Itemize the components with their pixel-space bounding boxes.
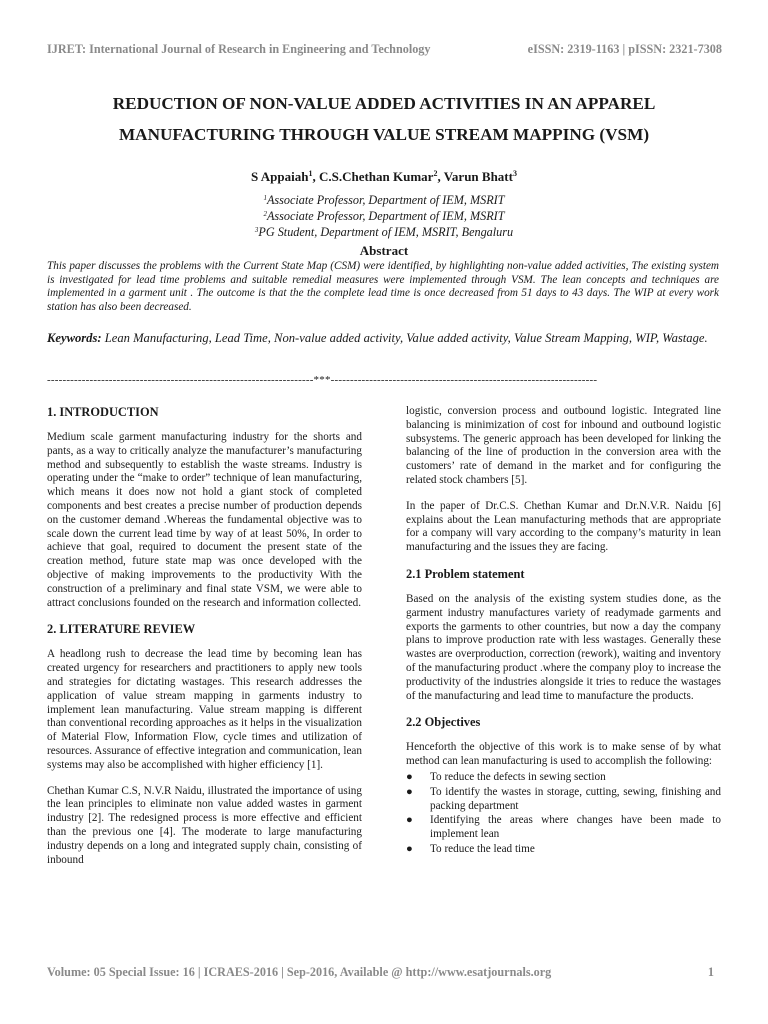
list-item xyxy=(406,814,721,842)
journal-header xyxy=(47,42,722,62)
objectives-intro-paragraph: Henceforth the objective of this work is to make sense of by what method can lean manufacturing is used to accomplish the following: xyxy=(406,741,721,768)
affiliation-text: Associate Professor, Department of IEM, MSRIT xyxy=(266,193,505,207)
bullet-icon: ● xyxy=(406,785,413,798)
objective-text: To reduce the lead time xyxy=(430,842,535,855)
affiliation-3 xyxy=(0,225,768,240)
list-item xyxy=(406,786,721,814)
affiliation-2 xyxy=(0,209,768,224)
keywords-label: Keywords: xyxy=(47,331,102,345)
author-separator: , xyxy=(312,169,319,184)
keywords-text: Lean Manufacturing, Lead Time, Non-value added activity, Value added activity, Value Stream Mapping, WIP, Wastage. xyxy=(101,331,708,345)
affiliation-mark: 1 xyxy=(263,194,267,202)
footer-citation: Volume: 05 Special Issue: 16 | ICRAES-2016 | Sep-2016, Available @ http://www.esatjournals.org xyxy=(47,965,552,979)
author-name: Varun Bhatt xyxy=(443,169,513,184)
left-column xyxy=(47,405,362,879)
section-separator: ---------------------------------------------------------------------***--------------------------------------------------------------------- xyxy=(47,374,598,386)
section-heading-objectives: 2.2 Objectives xyxy=(406,715,481,730)
objective-text: To reduce the defects in sewing section xyxy=(430,770,606,783)
keywords xyxy=(47,328,719,348)
objective-text: To identify the wastes in storage, cutting, sewing, finishing and packing department xyxy=(430,785,721,812)
journal-name: IJRET: International Journal of Research in Engineering and Technology xyxy=(47,42,431,56)
section-heading-problem-statement: 2.1 Problem statement xyxy=(406,566,525,581)
author-name: C.S.Chethan Kumar xyxy=(318,169,434,184)
title-line-2: MANUFACTURING THROUGH VALUE STREAM MAPPING (VSM) xyxy=(118,125,650,144)
introduction-paragraph: Medium scale garment manufacturing industry for the shorts and pants, as a way to critically analyze the manufacturer’s manufacturing method and subsequently to establish the waste streams. Industry is operating under the “make to order” technique of lean manufacturing, which means it does now not hold a giant stock of completed components and best creates a precise number of production depends on the customer demand .Whereas the fundamental objective was to scale down the current lead time by way of at least 50%, In order to achieve that goal, required to document the present state of the creation method, future state map was once developed with the objective of making improvements to the productivity With the construction of a preliminary and final state VSM, we were able to attract conclusions founded on the research and information collected. xyxy=(47,431,362,609)
bullet-icon: ● xyxy=(406,814,413,827)
bullet-icon: ● xyxy=(406,770,413,783)
author-list xyxy=(0,169,768,185)
page-number: 1 xyxy=(707,965,714,979)
objectives-list xyxy=(406,771,721,857)
affiliation-mark: 2 xyxy=(263,210,267,218)
affiliation-mark: 3 xyxy=(254,226,259,234)
list-item xyxy=(406,771,721,785)
affiliation-text: Associate Professor, Department of IEM, MSRIT xyxy=(266,209,505,223)
affiliation-text: PG Student, Department of IEM, MSRIT, Bengaluru xyxy=(258,225,514,239)
author-affil-mark: 3 xyxy=(512,169,517,178)
literature-paragraph-3: In the paper of Dr.C.S. Chethan Kumar and Dr.N.V.R. Naidu [6] explains about the Lean manufacturing methods that are appropriate for a company will vary according to the company’s maturity in lean manufacturing and the issues they are facing. xyxy=(406,499,721,554)
page-footer xyxy=(47,965,722,985)
author-name: S Appaiah xyxy=(251,169,309,184)
author-affil-mark: 1 xyxy=(308,169,313,178)
literature-continued-paragraph: logistic, conversion process and outbound logistic. Integrated line balancing is minimization of cost for inbound and outbound logistic subsystems. The generic approach has been developed for linking the balancing of the line of production in the conversion area with the customers’ rate of demand in the market and for configuring the related stock chambers [5]. xyxy=(406,405,721,486)
problem-statement-paragraph: Based on the analysis of the existing system studies done, as the garment industry manufactures variety of readymade garments and exports the garments to other countries, but now a day the company plans to improve production rate with less wastages. Generally these wastes are overproduction, correction (rework), waiting and inventory of the manufacturing product .where the company ploy to increase the productivity of the industries alongside it tries to reduce the wastages of the manufacturing and lead time to manufacture the products. xyxy=(406,592,721,702)
author-affil-mark: 2 xyxy=(433,169,438,178)
abstract-text: This paper discusses the problems with the Current State Map (CSM) were identified, by highlighting non-value added activities, The existing system is investigated for lead time problems and suitable remedial measures were implemented through VSM. The lean concepts and techniques are implemented in a garment unit . The outcome is that the the complete lead time is once decreased from 51 days to 43 days. The WIP at every work station has also been decreased. xyxy=(47,260,719,313)
title-line-1: REDUCTION OF NON-VALUE ADDED ACTIVITIES IN AN APPAREL xyxy=(112,94,656,113)
journal-issn: eISSN: 2319-1163 | pISSN: 2321-7308 xyxy=(527,42,722,56)
list-item xyxy=(406,843,721,857)
abstract-heading: Abstract xyxy=(359,243,409,258)
author-separator: , xyxy=(437,169,444,184)
section-heading-literature-review: 2. LITERATURE REVIEW xyxy=(47,622,196,637)
literature-paragraph-2: Chethan Kumar C.S, N.V.R Naidu, illustrated the importance of using the lean principles to eliminate non value added wastes in garment industry [2]. The redesigned process is more effective and efficient than the previous one [4]. The moderate to large manufacturing industry depends on a long and integrated supply chain, consisting of inbound xyxy=(47,784,362,866)
bullet-icon: ● xyxy=(406,842,413,855)
affiliation-1 xyxy=(0,193,768,208)
right-column xyxy=(406,405,721,858)
literature-paragraph-1: A headlong rush to decrease the lead time by becoming lean has created urgency for researchers and practitioners to apply new tools and strategies for dictating wastages. This research addresses the application of value stream mapping in garments industry to implement lean manufacturing. Value stream mapping is different than conventional recording approaches as it helps in the visualization of Material Flow, Information Flow, cycle times and utilization of resources. Assurance of effective integration and communication, lean systems may also be accomplished with higher efficiency [1]. xyxy=(47,648,362,771)
objective-text: Identifying the areas where changes have been made to implement lean xyxy=(430,814,721,841)
paper-title xyxy=(40,88,728,150)
section-heading-introduction: 1. INTRODUCTION xyxy=(47,405,159,419)
